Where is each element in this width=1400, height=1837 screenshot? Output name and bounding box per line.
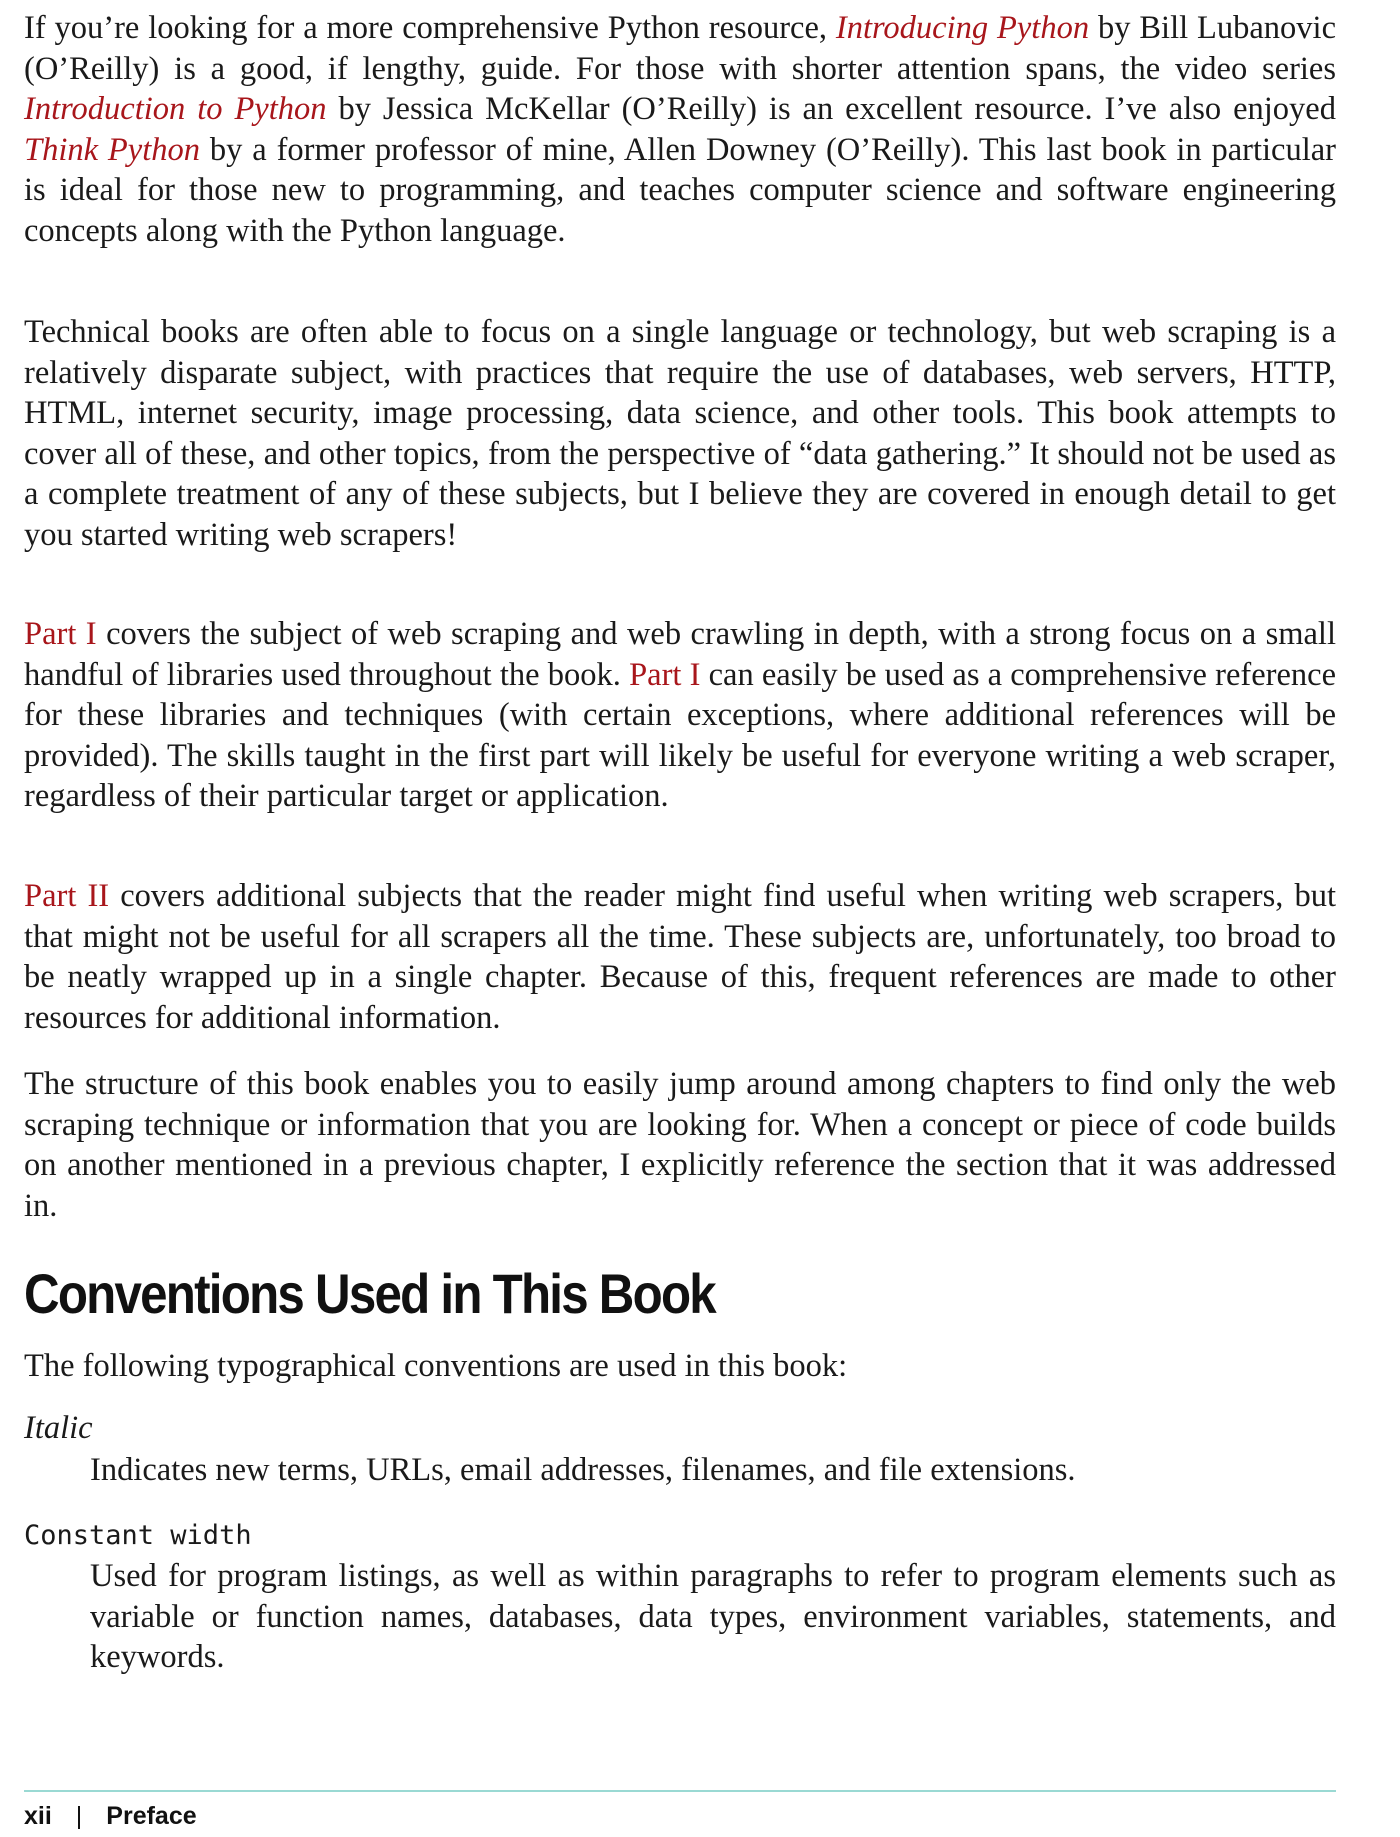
paragraph-python-resources	[24, 8, 1336, 251]
definition-constant-width: Used for program listings, as well as within paragraphs to refer to program elements such as variable or function names, databases, data types, environment variables, statements, and keywords.	[90, 1558, 1336, 1675]
link-part-two[interactable]: Part II	[24, 878, 110, 914]
page-footer	[24, 1800, 197, 1832]
link-introduction-to-python[interactable]: Introduction to Python	[24, 91, 327, 127]
paragraph-text: covers additional subjects that the reader might find useful when writing web scrapers, but that might not be useful for all scrapers all the time. These subjects are, unfortunately, too broad to be neatly wrapped up in a single chapter. Because of this, frequent references are made to other resources for additional information.	[24, 878, 1337, 1036]
link-introducing-python[interactable]: Introducing Python	[835, 10, 1090, 46]
paragraph-text: by a former professor of mine, Allen Downey (O’Reilly). This last book in particular is ideal for those new to programming, and teaches computer science and software engineering concepts along with the Python language.	[24, 131, 1336, 249]
paragraph-text: by Jessica McKellar (O’Reilly) is an excellent resource. I’ve also enjoyed	[326, 91, 1336, 127]
section-heading-conventions: Conventions Used in This Book	[24, 1262, 715, 1325]
paragraph-text: If you’re looking for a more comprehensive Python resource,	[24, 10, 836, 46]
conventions-intro: The following typographical conventions are used in this book:	[24, 1348, 848, 1384]
term-constant-width: Constant width	[24, 1520, 252, 1551]
link-part-one[interactable]: Part I	[24, 616, 97, 652]
page-number: xii	[24, 1802, 52, 1830]
term-italic: Italic	[24, 1410, 93, 1446]
paragraph-part-two	[24, 876, 1336, 1038]
link-think-python[interactable]: Think Python	[24, 131, 200, 168]
paragraph-book-structure: The structure of this book enables you to easily jump around among chapters to find only the web scraping technique or information that you are looking for. When a concept or piece of code builds on another mentioned in a previous chapter, I explicitly reference the section that it was addressed in.	[24, 1066, 1336, 1224]
definition-italic: Indicates new terms, URLs, email addresses, filenames, and file extensions.	[90, 1452, 1076, 1488]
link-part-one-second[interactable]: Part I	[629, 656, 701, 693]
book-page	[24, 0, 1336, 1837]
paragraph-text: covers the subject of web scraping and web crawling in depth, with a strong focus on a small handful of libraries used throughout the book.	[24, 616, 1336, 693]
paragraph-technical-books: Technical books are often able to focus on a single language or technology, but web scraping is a relatively disparate subject, with practices that require the use of databases, web servers, HTTP, HTML, internet security, image processing, data science, and other tools. This book attempts to cover all of these, and other topics, from the perspective of “data gathering.” It should not be used as a complete treatment of any of these subjects, but I believe they are covered in enough detail to get you started writing web scrapers!	[24, 314, 1336, 553]
paragraph-text: can easily be used as a comprehensive reference for these libraries and techniques (with certain exceptions, where additional references will be provided). The skills taught in the first part will likely be useful for everyone writing a web scraper, regardless of their particular target or application.	[24, 656, 1336, 814]
footer-rule	[24, 1790, 1336, 1792]
paragraph-text: by Bill Lubanovic (O’Reilly) is a good, if lengthy, guide. For those with shorter attention spans, the video series	[24, 10, 1337, 87]
footer-section-link[interactable]: Preface	[106, 1802, 197, 1830]
paragraph-part-one	[24, 614, 1336, 817]
footer-separator: |	[75, 1802, 83, 1830]
